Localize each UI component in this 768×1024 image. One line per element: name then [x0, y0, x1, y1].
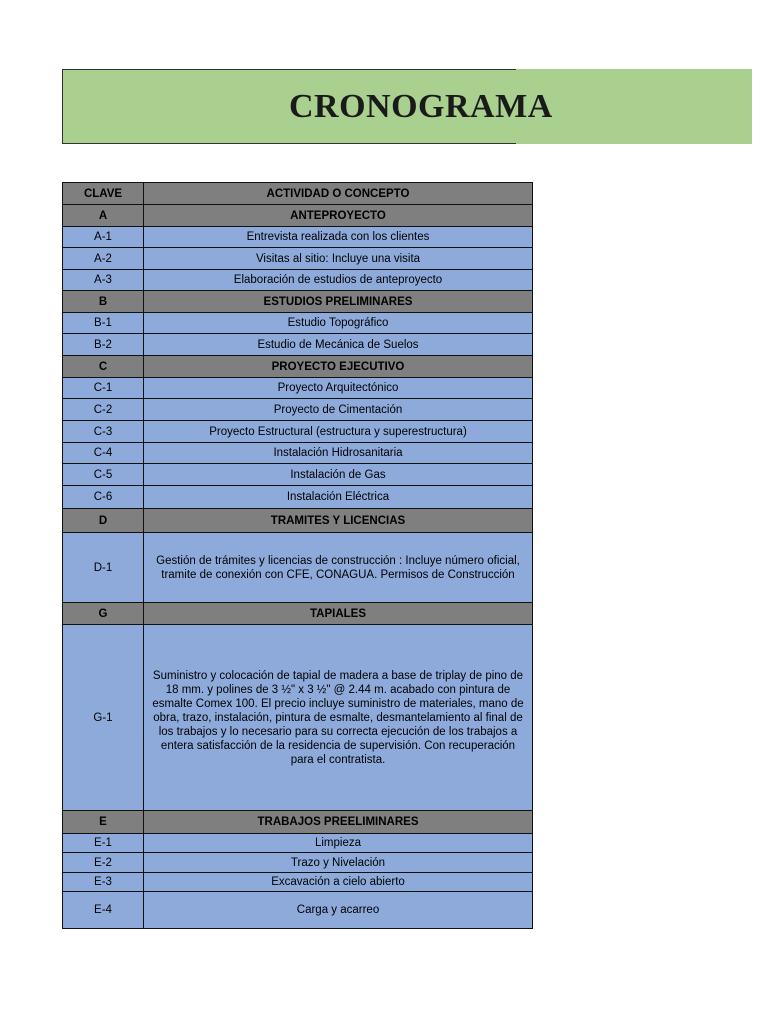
table-row	[63, 334, 533, 356]
group-row	[63, 205, 533, 227]
activity-cell: Proyecto Estructural (estructura y superestructura)	[144, 421, 533, 443]
table-row	[63, 270, 533, 291]
table-row	[63, 421, 533, 443]
clave-cell: B	[63, 291, 144, 313]
group-title-cell: ANTEPROYECTO	[144, 205, 533, 227]
group-title-cell: TAPIALES	[144, 603, 533, 625]
activity-cell: Limpieza	[144, 834, 533, 853]
table-row	[63, 892, 533, 929]
group-row	[63, 603, 533, 625]
activity-cell: Gestión de trámites y licencias de construcción : Incluye número oficial, tramite de conexión con CFE, CONAGUA. Permisos de Construcción	[144, 533, 533, 603]
activity-cell: Instalación Eléctrica	[144, 486, 533, 509]
clave-cell: A	[63, 205, 144, 227]
header-actividad: ACTIVIDAD O CONCEPTO	[144, 183, 533, 205]
clave-cell: D-1	[63, 533, 144, 603]
clave-cell: B-2	[63, 334, 144, 356]
clave-cell: E-2	[63, 853, 144, 873]
schedule-table-container	[62, 182, 524, 934]
activity-cell: Carga y acarreo	[144, 892, 533, 929]
table-row	[63, 853, 533, 873]
clave-cell: C-3	[63, 421, 144, 443]
activity-cell: Estudio de Mecánica de Suelos	[144, 334, 533, 356]
clave-cell: E-3	[63, 873, 144, 892]
clave-cell: E-1	[63, 834, 144, 853]
activity-cell: Proyecto de Cimentación	[144, 399, 533, 421]
activity-cell: Instalación de Gas	[144, 464, 533, 486]
clave-cell: C-2	[63, 399, 144, 421]
clave-cell: E	[63, 811, 144, 834]
table-row	[63, 625, 533, 811]
activity-cell: Visitas al sitio: Incluye una visita	[144, 248, 533, 270]
group-title-cell: TRABAJOS PREELIMINARES	[144, 811, 533, 834]
title-banner	[62, 69, 553, 144]
activity-cell: Entrevista realizada con los clientes	[144, 227, 533, 248]
table-row	[63, 399, 533, 421]
table-row	[63, 227, 533, 248]
clave-cell: C-5	[63, 464, 144, 486]
clave-cell: E-4	[63, 892, 144, 929]
activity-cell: Estudio Topográfico	[144, 313, 533, 334]
clave-cell: C	[63, 356, 144, 378]
table-row	[63, 443, 533, 464]
page-title: CRONOGRAMA	[289, 88, 553, 125]
activity-cell: Elaboración de estudios de anteproyecto	[144, 270, 533, 291]
table-row	[63, 834, 533, 853]
activity-cell: Instalación Hidrosanitaria	[144, 443, 533, 464]
clave-cell: G-1	[63, 625, 144, 811]
activity-cell: Suministro y colocación de tapial de madera a base de triplay de pino de 18 mm. y polines de 3 ½" x 3 ½" @ 2.44 m. acabado con pintura de esmalte Comex 100. El precio incluye suministro de materiales, mano de obra, trazo, instalación, pintura de esmalte, desmantelamiento al final de los trabajos y lo necesario para su correcta ejecución de los trabajos a entera satisfacción de la residencia de supervisión. Con recuperación para el contratista.	[144, 625, 533, 811]
group-title-cell: TRAMITES Y LICENCIAS	[144, 509, 533, 533]
group-title-cell: PROYECTO EJECUTIVO	[144, 356, 533, 378]
clave-cell: C-4	[63, 443, 144, 464]
schedule-table	[62, 182, 533, 929]
group-row	[63, 356, 533, 378]
clave-cell: C-6	[63, 486, 144, 509]
table-row	[63, 378, 533, 399]
clave-cell: G	[63, 603, 144, 625]
table-header-row	[63, 183, 533, 205]
activity-cell: Proyecto Arquitectónico	[144, 378, 533, 399]
table-row	[63, 464, 533, 486]
group-title-cell: ESTUDIOS PRELIMINARES	[144, 291, 533, 313]
table-row	[63, 248, 533, 270]
clave-cell: A-2	[63, 248, 144, 270]
group-row	[63, 811, 533, 834]
clave-cell: A-3	[63, 270, 144, 291]
clave-cell: C-1	[63, 378, 144, 399]
clave-cell: B-1	[63, 313, 144, 334]
activity-cell: Trazo y Nivelación	[144, 853, 533, 873]
clave-cell: D	[63, 509, 144, 533]
table-row	[63, 873, 533, 892]
table-row	[63, 533, 533, 603]
table-row	[63, 486, 533, 509]
header-clave: CLAVE	[63, 183, 144, 205]
group-row	[63, 509, 533, 533]
table-row	[63, 313, 533, 334]
activity-cell: Excavación a cielo abierto	[144, 873, 533, 892]
group-row	[63, 291, 533, 313]
clave-cell: A-1	[63, 227, 144, 248]
